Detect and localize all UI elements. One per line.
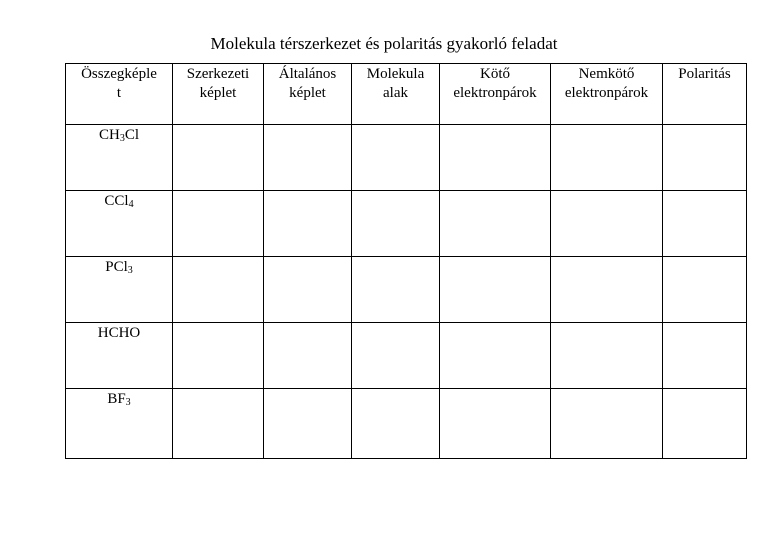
answer-cell[interactable]: [352, 257, 440, 323]
formula-cell: [66, 257, 173, 323]
answer-cell[interactable]: [440, 125, 551, 191]
answer-cell[interactable]: [440, 257, 551, 323]
formula-text: HCHO: [97, 325, 141, 341]
formula-text: BF: [107, 391, 126, 407]
answer-cell[interactable]: [264, 125, 352, 191]
answer-cell[interactable]: [352, 389, 440, 459]
answer-cell[interactable]: [173, 125, 264, 191]
header-line: képlet: [199, 85, 237, 101]
formula-cell: [66, 191, 173, 257]
header-line: Molekula: [366, 66, 425, 82]
answer-cell[interactable]: [173, 191, 264, 257]
header-line: elektronpárok: [564, 85, 649, 101]
header-altalanos-keplet: [264, 64, 352, 125]
formula-subscript: 3: [127, 265, 133, 276]
molecule-table: [65, 63, 747, 459]
header-line: elektronpárok: [453, 85, 537, 101]
header-molekula-alak: [352, 64, 440, 125]
header-nemkoto-elektronparok: [551, 64, 663, 125]
answer-cell[interactable]: [264, 323, 352, 389]
header-line: Nemkötő: [578, 66, 635, 82]
answer-cell[interactable]: [551, 389, 663, 459]
formula-subscript: 4: [128, 199, 134, 210]
formula-text: CCl: [104, 193, 129, 209]
molecule-formula: [107, 390, 130, 409]
formula-cell: [66, 323, 173, 389]
answer-cell[interactable]: [352, 323, 440, 389]
header-szerkezeti-keplet: [173, 64, 264, 125]
header-line: t: [116, 85, 122, 101]
answer-cell[interactable]: [352, 191, 440, 257]
worksheet-title: Molekula térszerkezet és polaritás gyakorló feladat: [210, 34, 558, 53]
answer-cell[interactable]: [173, 257, 264, 323]
molecule-formula: [105, 258, 133, 277]
answer-cell[interactable]: [663, 191, 747, 257]
molecule-formula: [98, 324, 141, 343]
answer-cell[interactable]: [663, 257, 747, 323]
table-row: [66, 389, 747, 459]
molecule-formula: [104, 192, 133, 211]
table-row: [66, 257, 747, 323]
formula-cell: [66, 125, 173, 191]
answer-cell[interactable]: [264, 389, 352, 459]
formula-text: CH: [98, 127, 120, 143]
answer-cell[interactable]: [173, 323, 264, 389]
header-line: alak: [383, 85, 408, 101]
answer-cell[interactable]: [663, 323, 747, 389]
header-polaritas: [663, 64, 747, 125]
header-line: Polaritás: [678, 66, 731, 82]
answer-cell[interactable]: [663, 125, 747, 191]
answer-cell[interactable]: [551, 323, 663, 389]
formula-subscript: 3: [119, 133, 125, 144]
answer-cell[interactable]: [551, 191, 663, 257]
header-koto-elektronparok: [440, 64, 551, 125]
answer-cell[interactable]: [551, 125, 663, 191]
table-row: [66, 125, 747, 191]
answer-cell[interactable]: [663, 389, 747, 459]
table-row: [66, 323, 747, 389]
answer-cell[interactable]: [440, 389, 551, 459]
header-osszegkeplet: [66, 64, 173, 125]
header-line: képlet: [289, 85, 326, 101]
formula-text: PCl: [105, 259, 128, 275]
answer-cell[interactable]: [440, 191, 551, 257]
answer-cell[interactable]: [440, 323, 551, 389]
molecule-formula: [99, 126, 139, 145]
answer-cell[interactable]: [264, 191, 352, 257]
answer-cell[interactable]: [551, 257, 663, 323]
answer-cell[interactable]: [264, 257, 352, 323]
table-row: [66, 191, 747, 257]
table-body: [66, 125, 747, 459]
header-line: Szerkezeti: [186, 66, 250, 82]
answer-cell[interactable]: [173, 389, 264, 459]
formula-text: Cl: [124, 127, 140, 143]
answer-cell[interactable]: [352, 125, 440, 191]
header-line: Összegképle: [81, 66, 157, 82]
header-line: Általános: [278, 66, 337, 82]
formula-cell: [66, 389, 173, 459]
formula-subscript: 3: [125, 397, 131, 408]
header-row: [66, 64, 747, 125]
header-line: Kötő: [480, 66, 510, 82]
